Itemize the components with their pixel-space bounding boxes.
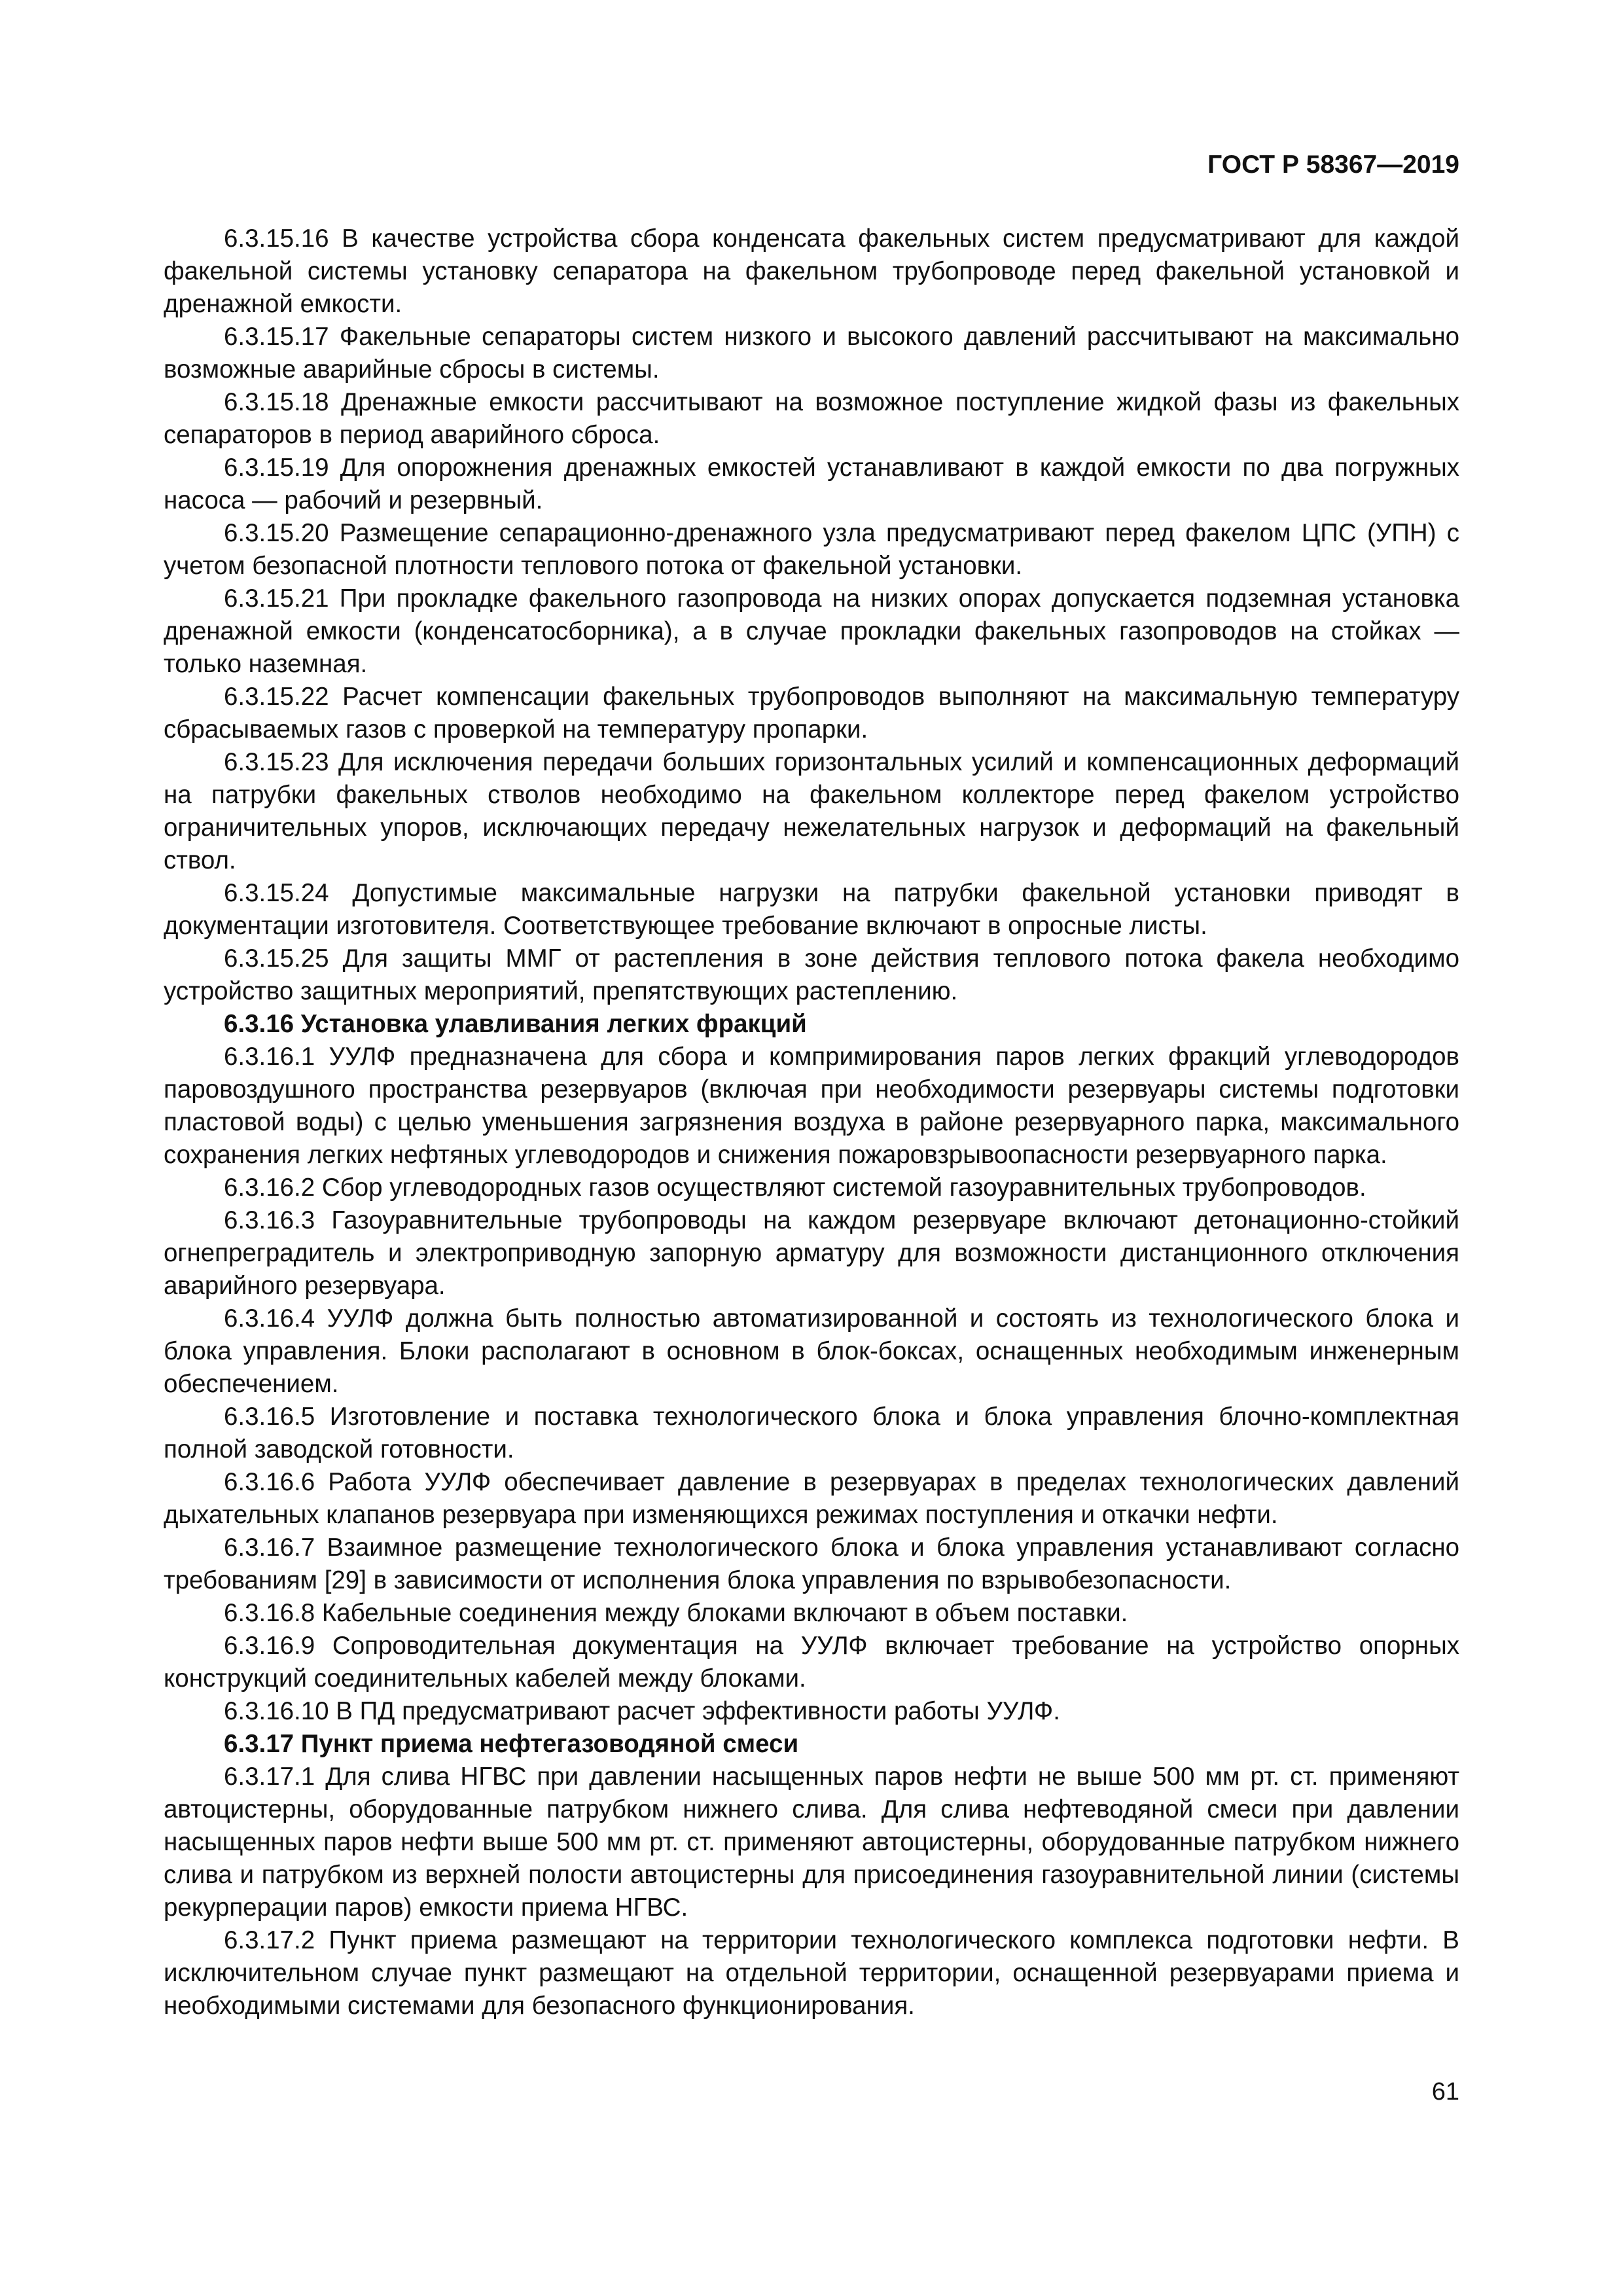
standard-designation: ГОСТ Р 58367—2019 [1207, 151, 1459, 179]
page-number [164, 2076, 1459, 2108]
clause-6-3-16-4: 6.3.16.4 УУЛФ должна быть полностью автоматизированной и состоять из технологического блока и блока управления. Блоки располагают в основном в блок-боксах, оснащенных необходимым инженерным обеспечением. [164, 1304, 1459, 1398]
clause-6-3-16-5: 6.3.16.5 Изготовление и поставка технологического блока и блока управления блочно-комплектная полной заводской готовности. [164, 1403, 1459, 1463]
page-number-value: 61 [1431, 2078, 1459, 2106]
clause-6-3-17-1: 6.3.17.1 Для слива НГВС при давлении насыщенных паров нефти не выше 500 мм рт. ст. применяют автоцистерны, оборудованные патрубком нижнего слива. Для слива нефтеводяной смеси при давлении насыщенных паров нефти выше 500 мм рт. ст. применяют автоцистерны, оборудованные патрубком нижнего слива и патрубком из верхней полости автоцистерны для присоединения газоуравнительной линии (системы рекурперации паров) емкости приема НГВС. [164, 1763, 1459, 1922]
clause-6-3-16-6: 6.3.16.6 Работа УУЛФ обеспечивает давление в резервуарах в пределах технологических давлений дыхательных клапанов резервуара при изменяющихся режимах поступления и откачки нефти. [164, 1468, 1459, 1529]
clause-6-3-15-18: 6.3.15.18 Дренажные емкости рассчитывают на возможное поступление жидкой фазы из факельных сепараторов в период аварийного сброса. [164, 388, 1459, 449]
clause-6-3-16-8: 6.3.16.8 Кабельные соединения между блоками включают в объем поставки. [224, 1599, 1128, 1627]
document-body [164, 223, 1459, 2022]
clause-6-3-16-2: 6.3.16.2 Сбор углеводородных газов осуществляют системой газоуравнительных трубопроводов. [224, 1174, 1366, 1202]
clause-6-3-15-23: 6.3.15.23 Для исключения передачи больших горизонтальных усилий и компенсационных деформаций на патрубки факельных стволов необходимо на факельном коллекторе перед факелом устройство ограничительных упоров, исключающих передачу нежелательных нагрузок и деформаций на факельный ствол. [164, 748, 1459, 874]
clause-6-3-15-20: 6.3.15.20 Размещение сепарационно-дренажного узла предусматривают перед факелом ЦПС (УПН) с учетом безопасной плотности теплового потока от факельной установки. [164, 519, 1459, 580]
clause-6-3-16-9: 6.3.16.9 Сопроводительная документация на УУЛФ включает требование на устройство опорных конструкций соединительных кабелей между блоками. [164, 1632, 1459, 1693]
clause-6-3-16-3: 6.3.16.3 Газоуравнительные трубопроводы на каждом резервуаре включают детонационно-стойкий огнепреградитель и электроприводную запорную арматуру для возможности дистанционного отключения аварийного резервуара. [164, 1206, 1459, 1300]
clause-6-3-15-19: 6.3.15.19 Для опорожнения дренажных емкостей устанавливают в каждой емкости по два погружных насоса — рабочий и резервный. [164, 454, 1459, 514]
clause-6-3-16-1: 6.3.16.1 УУЛФ предназначена для сбора и компримирования паров легких фракций углеводородов паровоздушного пространства резервуаров (включая при необходимости резервуары системы подготовки пластовой воды) с целью уменьшения загрязнения воздуха в районе резервуарного парка, максимального сохранения легких нефтяных углеводородов и снижения пожаровзрывоопасности резервуарного парка. [164, 1043, 1459, 1169]
clause-6-3-15-21: 6.3.15.21 При прокладке факельного газопровода на низких опорах допускается подземная установка дренажной емкости (конденсатосборника), а в случае прокладки факельных газопроводов на стойках — только наземная. [164, 584, 1459, 678]
document-header [164, 149, 1459, 181]
clause-6-3-16-7: 6.3.16.7 Взаимное размещение технологического блока и блока управления устанавливают согласно требованиям [29] в зависимости от исполнения блока управления по взрывобезопасности. [164, 1534, 1459, 1594]
section-heading-6-3-17: 6.3.17 Пункт приема нефтегазоводяной смеси [224, 1730, 799, 1758]
clause-6-3-15-25: 6.3.15.25 Для защиты ММГ от растепления в зоне действия теплового потока факела необходимо устройство защитных мероприятий, препятствующих растеплению. [164, 944, 1459, 1005]
clause-6-3-15-16: 6.3.15.16 В качестве устройства сбора конденсата факельных систем предусматривают для каждой факельной системы установку сепаратора на факельном трубопроводе перед факельной установкой и дренажной емкости. [164, 224, 1459, 318]
clause-6-3-17-2: 6.3.17.2 Пункт приема размещают на территории технологического комплекса подготовки нефти. В исключительном случае пункт размещают на отдельной территории, оснащенной резервуарами приема и необходимыми системами для безопасного функционирования. [164, 1926, 1459, 2020]
section-heading-6-3-16: 6.3.16 Установка улавливания легких фракций [224, 1010, 807, 1038]
clause-6-3-15-22: 6.3.15.22 Расчет компенсации факельных трубопроводов выполняют на максимальную температуру сбрасываемых газов с проверкой на температуру пропарки. [164, 683, 1459, 744]
clause-6-3-16-10: 6.3.16.10 В ПД предусматривают расчет эффективности работы УУЛФ. [224, 1697, 1060, 1725]
clause-6-3-15-17: 6.3.15.17 Факельные сепараторы систем низкого и высокого давлений рассчитывают на максимально возможные аварийные сбросы в системы. [164, 323, 1459, 384]
clause-6-3-15-24: 6.3.15.24 Допустимые максимальные нагрузки на патрубки факельной установки приводят в документации изготовителя. Соответствующее требование включают в опросные листы. [164, 879, 1459, 940]
